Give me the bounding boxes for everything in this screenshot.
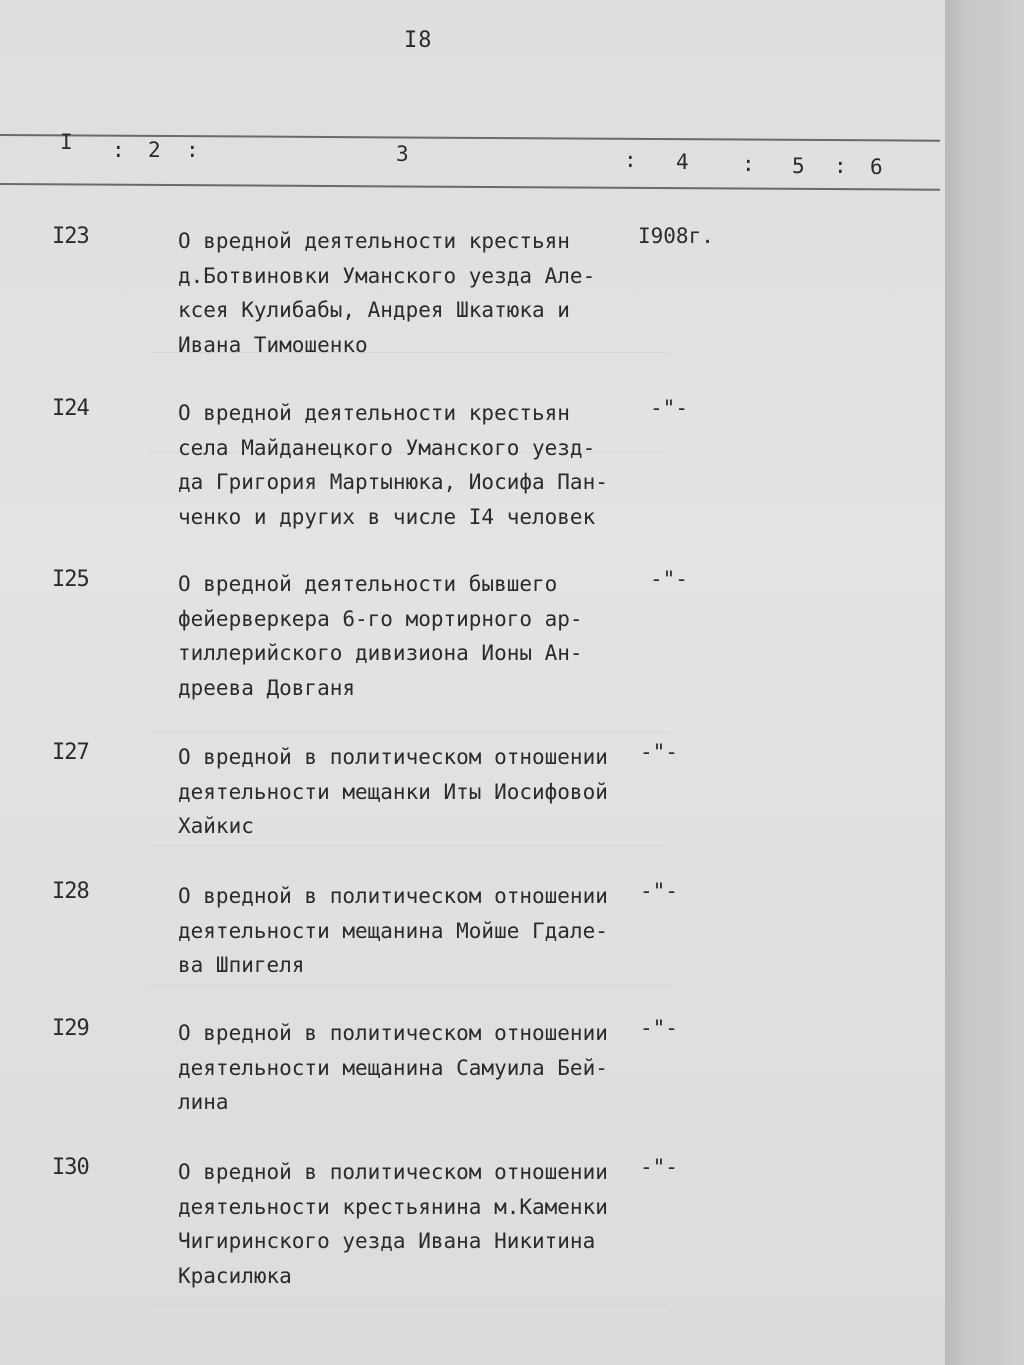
page-edge-shadow [945,0,1024,1365]
entry-title: О вредной в политическом отношении деятельности мещанина Мойше Гдале- ва Шпигеля [178,884,608,977]
entry-number: I29 [52,1016,89,1041]
page-number: I8 [404,28,433,53]
entry-title: О вредной в политическом отношении деятельности мещанина Самуила Бей- лина [178,1021,608,1114]
header-separator: : [186,138,199,162]
entry-title: О вредной в политическом отношении деятельности мещанки Иты Иосифовой Хайкис [178,745,608,838]
entry-date: -"- [640,879,678,903]
entry-title: О вредной в политическом отношении деятельности крестьянина м.Каменки Чигиринского уезда Ивана Никитина Красилюка [178,1160,608,1288]
bleed-through-line [150,1305,670,1306]
header-col-1: I [60,130,73,154]
entry-title: О вредной деятельности бывшего фейерверкера 6-го мортирного ар- тиллерийского дивизиона Ионы Ан- дреева Довганя [178,572,583,700]
header-separator: : [624,148,637,172]
header-separator: : [834,154,847,178]
entry-title: О вредной деятельности крестьян села Майданецкого Уманского уезд- да Григория Мартынюка, Иосифа Пан- ченко и других в числе I4 человек [178,401,608,529]
entry-date: -"- [640,1155,678,1179]
header-col-3: 3 [396,142,409,166]
header-col-4: 4 [676,150,689,174]
entry-number: I24 [52,396,89,421]
header-col-5: 5 [792,154,805,178]
header-col-2: 2 [148,138,161,162]
entry-title: О вредной деятельности крестьян д.Ботвиновки Уманского уезда Але- ксея Кулибабы, Андрея Шкатюка и Ивана Тимошенко [178,229,596,357]
entry-date: -"- [650,396,688,420]
bleed-through-line [150,845,670,846]
entry-number: I25 [52,567,89,592]
header-separator: : [112,138,125,162]
entry-date: -"- [640,1016,678,1040]
bleed-through-line [150,732,670,733]
entry-number: I27 [52,740,89,765]
bleed-through-line [150,985,670,986]
entry-date: I908г. [638,224,714,248]
header-separator: : [742,152,755,176]
entry-number: I30 [52,1155,89,1180]
table-header-top-rule [0,134,940,142]
header-col-6: 6 [870,155,883,179]
entry-number: I28 [52,879,89,904]
table-header-bottom-rule [0,183,940,191]
entry-number: I23 [52,224,89,249]
entry-date: -"- [650,567,688,591]
entry-date: -"- [640,740,678,764]
